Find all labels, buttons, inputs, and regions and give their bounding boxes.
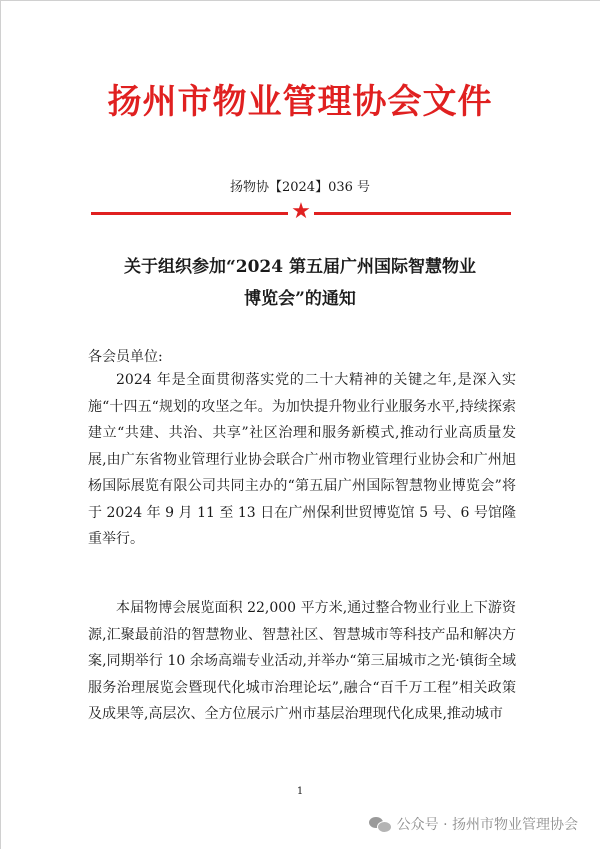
notice-title-line1: 关于组织参加“2024 第五届广州国际智慧物业 — [123, 257, 476, 277]
body-paragraph: 本届物博会展览面积 22,000 平方米,通过整合物业行业上下游资源,汇聚最前沿的智慧物业、智慧社区、智慧城市等科技产品和解决方案,同期举行 10 余场高端专业活动,并举办“第三届城市之光·镇街全域服务治理展览会暨现代化城市治理论坛”,融合“百千万工程”相关政策及成果等,高层次、全方位展示广州市基层治理现代化成果,推动城市 — [88, 600, 516, 722]
notice-title-line2: 博览会”的通知 — [244, 289, 356, 309]
salutation: 各会员单位: — [88, 349, 163, 365]
document-number: 扬物协【2024】036 号 — [229, 180, 371, 195]
document-header-title: 扬州市物业管理协会文件 — [107, 82, 493, 122]
red-divider-right — [314, 212, 511, 215]
red-divider-left — [91, 212, 288, 215]
watermark-text: 公众号 · 扬州市物业管理协会 — [396, 817, 578, 833]
page-number: 1 — [296, 786, 304, 797]
star-icon: ★ — [291, 199, 311, 224]
body-paragraph: 2024 年是全面贯彻落实党的二十大精神的关键之年,是深入实施“十四五“规划的攻坚之年。为加快提升物业行业服务水平,持续探索建立“共建、共治、共享”社区治理和服务新模式,推动行业高质量发展,由广东省物业管理行业协会联合广州市物业管理行业协会和广州旭杨国际展览有限公司共同主办的“第五届广州国际智慧物业博览会”将于 2024 年 9 月 11 至 13 日在广州保利世贸博览馆 5 号、6 号馆隆重举行。 — [88, 372, 516, 547]
notice-title — [80, 251, 520, 315]
wechat-icon — [369, 815, 391, 833]
watermark — [369, 814, 578, 834]
